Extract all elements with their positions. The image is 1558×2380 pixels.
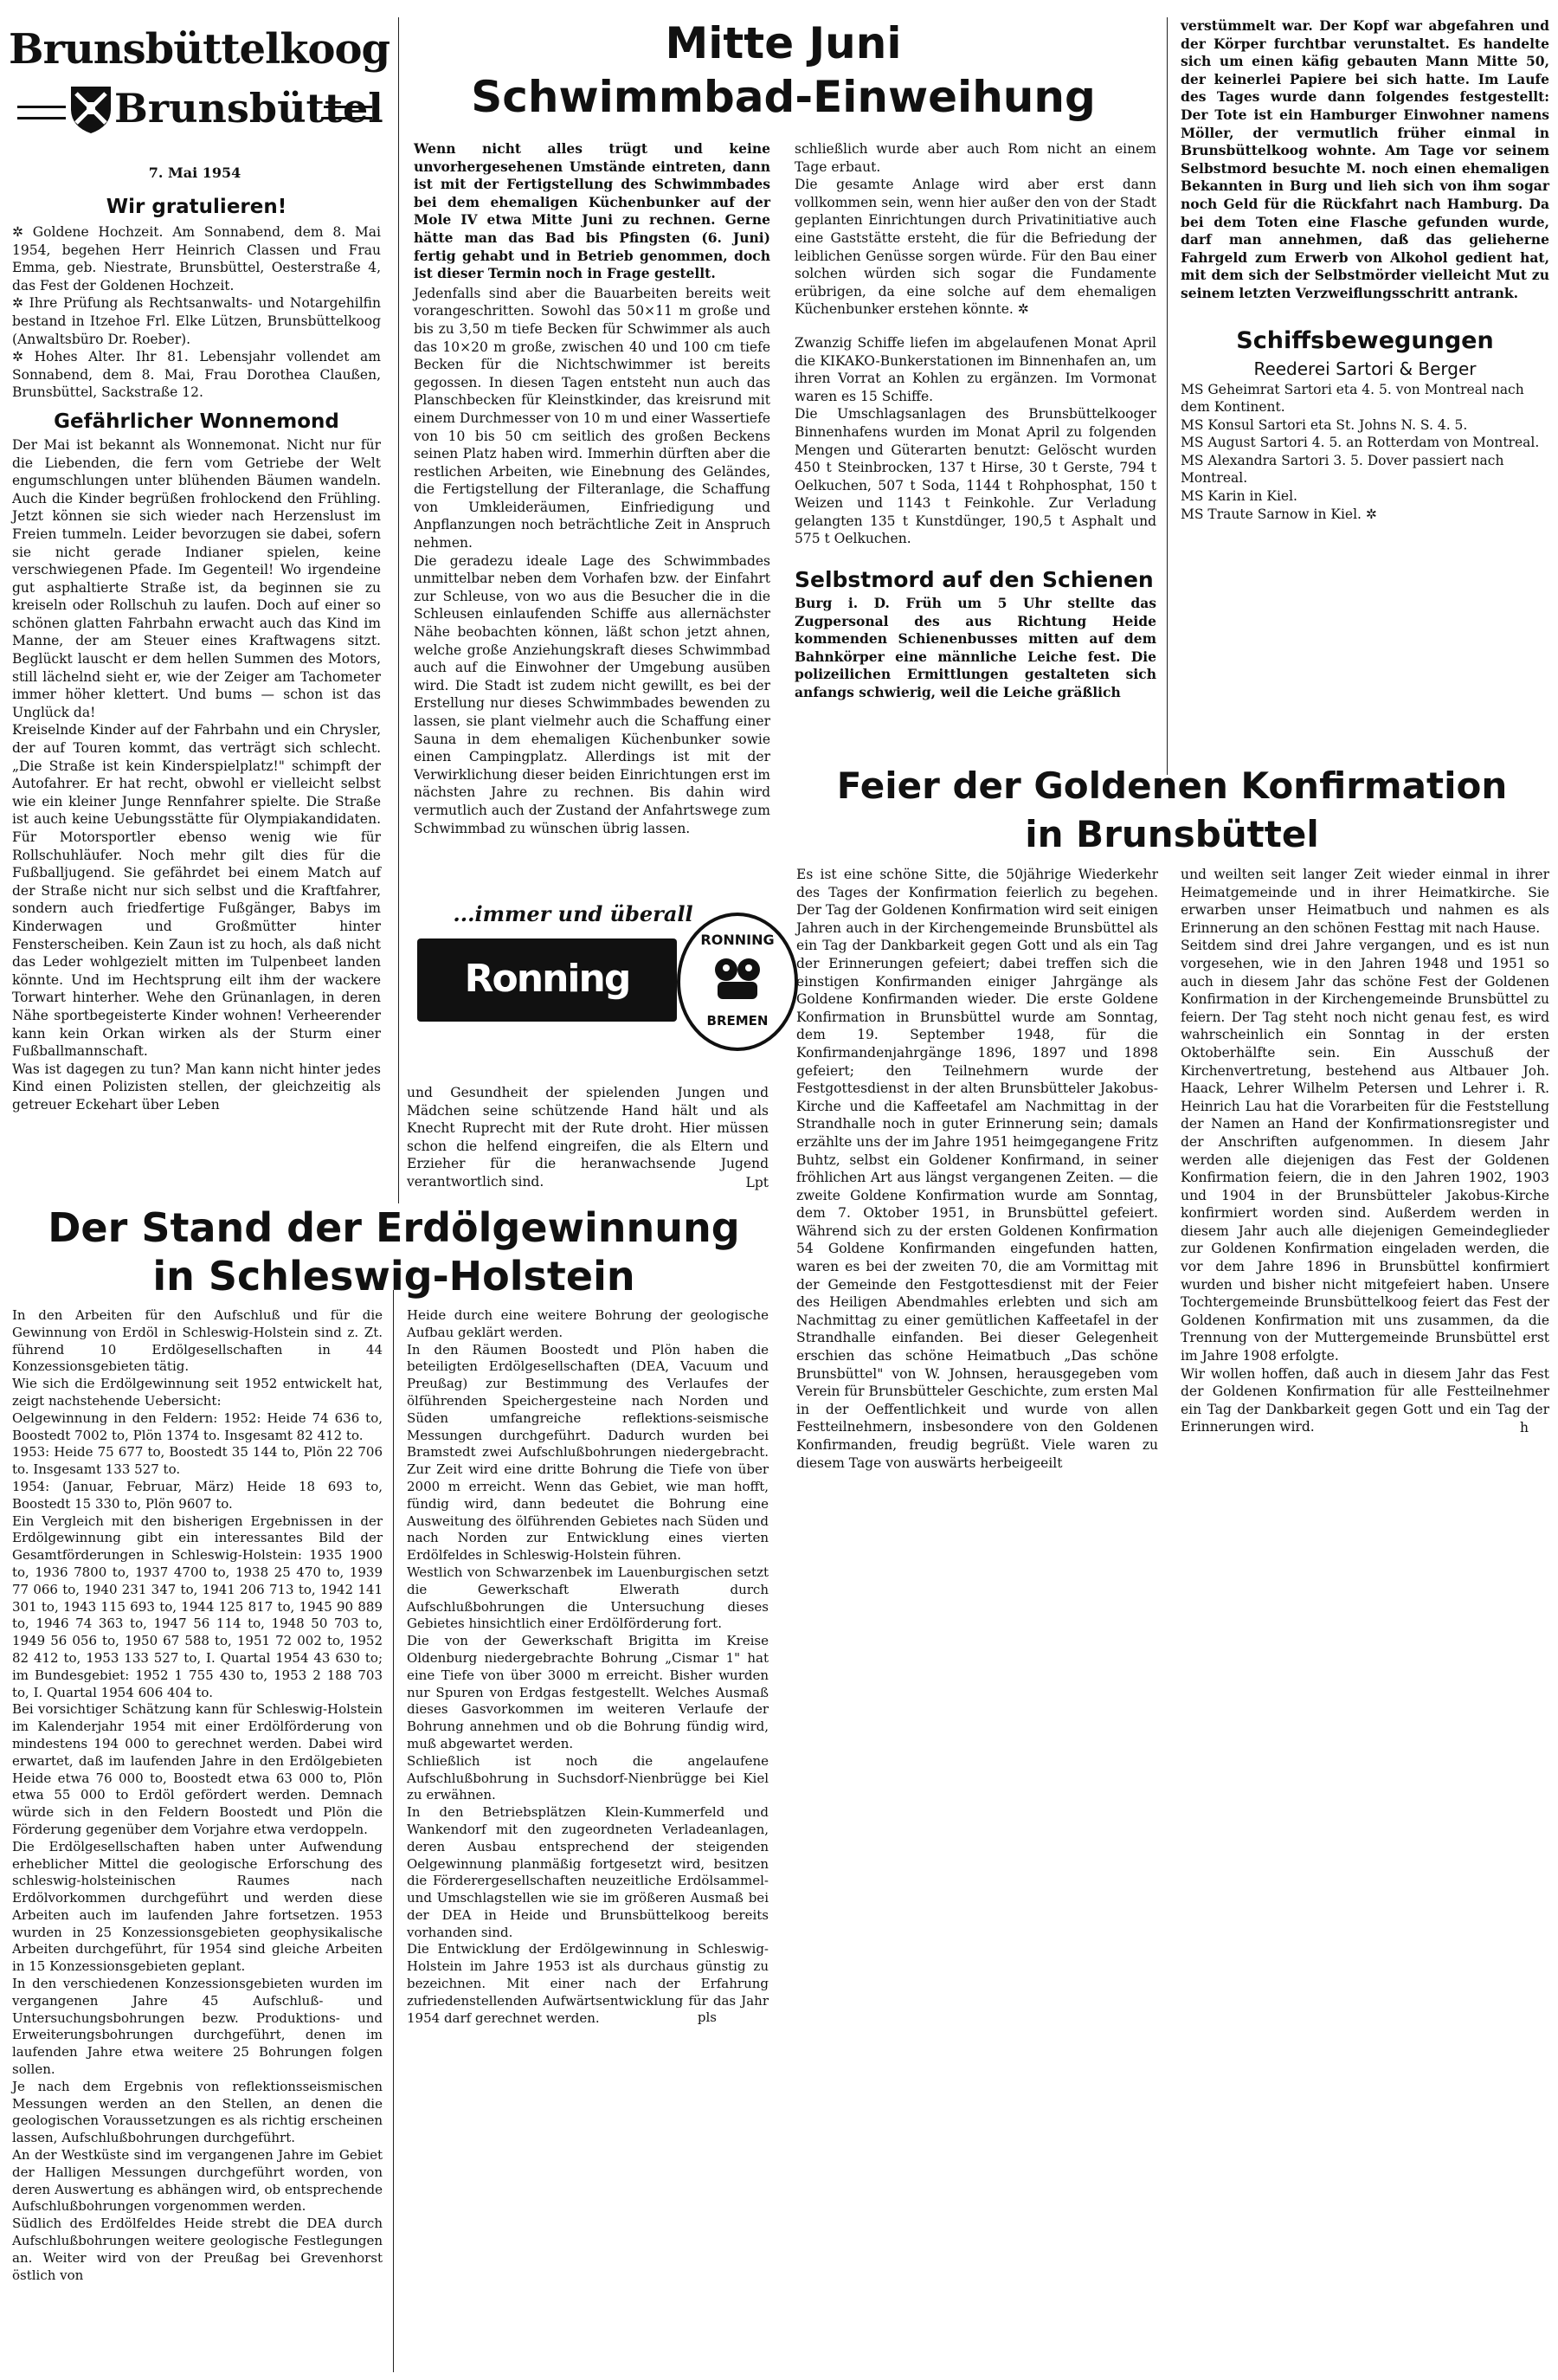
gratulieren-heading: Wir gratulieren!: [106, 196, 287, 218]
masthead-date: 7. Mai 1954: [148, 164, 241, 181]
ad-badge-bottom: BREMEN: [706, 1013, 769, 1029]
list-item: MS August Sartori 4. 5. an Rotterdam von Montreal.: [1181, 435, 1540, 451]
schiffsbewegungen-list: [1181, 381, 1549, 524]
column-rule: [1167, 17, 1168, 775]
schwimmbad-heading-1: Mitte Juni: [665, 18, 902, 68]
ronning-kaffee-ad: [417, 899, 824, 1063]
masthead-ornament-right: [324, 106, 372, 119]
schiffsbewegungen-heading: Schiffsbewegungen: [1236, 326, 1494, 354]
ad-badge: [677, 913, 798, 1051]
schiffe-body: Zwanzig Schiffe liefen im abgelaufenen Monat April die KIKAKO-Bunkerstationen im Binnenhafen an, um ihren Vorrat an Kohlen zu ergänzen. Im Vormonat waren es 15 Schiffe. Die Umschlagsanlagen des Brunsbüttelkooger Binnenhafens wurden im Monat April zu folgenden Mengen und Güterarten benutzt: Gelöscht wurden 450 t Steinbrocken, 137 t Hirse, 30 t Gerste, 794 t Oelkuchen, 507 t Soda, 1144 t Rohphosphat, 150 t Weizen und 1143 t Feinkohle. Zur Verladung gelangten 135 t Kunstdünger, 190,5 t Asphalt und 575 t Oelkuchen.: [795, 334, 1156, 547]
konfirmation-body-1: Es ist eine schöne Sitte, die 50jährige Wiederkehr des Tages der Konfirmation feierlich zu begehen. Der Tag der Goldenen Konfirmation wird seit einigen Jahren auch in der Kirchengemeinde Brunsbüttel als ein Tag der Dankbarkeit gegen Gott und als ein Tag der Erinnerungen gefeiert; dabei treffen sich die einstigen Konfirmanden einiger Jahrgänge als Goldene Konfirmanden wieder. Die erste Goldene Konfirmation in Brunsbüttel wurde am Sonntag, dem 19. September 1948, für die Konfirmandenjahrgänge 1896, 1897 und 1898 gefeiert; den Teilnehmern wurde der Festgottesdienst in der alten Brunsbütteler Jakobus-Kirche und die Kaffeetafel am Nachmittag in der Strandhalle noch in guter Erinnerung sein; damals erzählte uns der im Jahre 1951 heimgegangene Fritz Buhtz, selbst ein Goldener Konfirmand, in seiner fröhlichen Art aus längst vergangenen Zeiten. — die zweite Goldene Konfirmation wurde am Sonntag, dem 7. Oktober 1951, in Brunsbüttel gefeiert. Während sich zu der ersten Goldenen Konfirmation 54 Goldene Konfirmanden eingefunden hatten, waren es bei der zweiten 70, die am Vormittag mit der Gemeinde den Festgottesdienst mit der Feier des Heiligen Abendmahles erlebten und sich am Nachmittag zu einer gemütlichen Kaffeetafel in der Strandhalle einfanden. Bei dieser Gelegenheit erschien das schöne Heimatbuch „Das schöne Brunsbüttel" von W. Johnsen, herausgegeben vom Verein für Brunsbütteler Geschichte, zum ersten Mal in der Oeffentlichkeit und wurde von allen Festteilnehmern, insbesondere von den Goldenen Konfirmanden, freudig begrüßt. Viele waren zu diesem Tage von auswärts herbeigeeilt: [796, 867, 1158, 1471]
konfirmation-heading-2: in Brunsbüttel: [1025, 813, 1319, 855]
schwimmbad-body-1: Jedenfalls sind aber die Bauarbeiten bereits weit vorangeschritten. Sowohl das 50×11 m große und bis zu 3,50 m tiefe Becken für Schwimmer als auch das 10×20 m große, zwischen 40 und 100 cm tiefe Becken für die Nichtschwimmer ist bereits gegossen. In diesen Tagen entsteht nun auch das Planschbecken für Kleinstkinder, das kreisrund mit einem Durchmesser von 10 m und einer Wassertiefe von 10 bis 50 cm seitlich des großen Beckens seinen Platz haben wird. Immerhin dürften aber die restlichen Arbeiten, wie Einebnung des Geländes, die Fertigstellung der Filteranlage, die Schaffung von Umkleideräumen, Einfriedigung und Anpflanzungen noch beträchtliche Zeit in Anspruch nehmen. Die geradezu ideale Lage des Schwimmbades unmittelbar neben dem Vorhafen bzw. der Einfahrt zur Schleuse, von wo aus die Besucher die in die Schleusen einlaufenden Schiffe aus allernächster Nähe beobachten können, läßt schon jetzt ahnen, welche große Anziehungskraft dieses Schwimmbad auch auf die Einwohner der Umgebung ausüben wird. Die Stadt ist zudem nicht gewillt, es bei der Erstellung nur dieses Schwimmbades bewenden zu lassen, sie plant vielmehr auch die Schaffung einer Sauna in dem ehemaligen Küchenbunker sowie einen Campingplatz. Allerdings ist mit der Verwirklichung dieser beiden Einrichtungen erst im nächsten Jahre zu rechnen. Bis dahin wird vermutlich auch der Zustand der Anfahrtswege zum Schwimmbad zu wünschen übrig lassen.: [414, 285, 770, 836]
column-rule: [393, 1290, 394, 2372]
masthead-title-brunsbuettel: Brunsbüttel: [114, 85, 383, 132]
list-item: MS Konsul Sartori eta St. Johns N. S. 4. 5.: [1181, 416, 1468, 433]
wonnemond-sign: Lpt: [745, 1174, 769, 1190]
masthead-row: [17, 83, 383, 137]
coat-of-arms-icon: [68, 83, 114, 135]
wonnemond-heading: Gefährlicher Wonnemond: [54, 410, 339, 433]
wonnemond-continuation: und Gesundheit der spielenden Jungen und Mädchen seine schützende Hand hält und als Knecht Ruprecht mit der Rute droht. Hier müssen schon die helfend eingreifen, die als Eltern und Erzieher für die heranwachsende Jugend verantwortlich sind.: [407, 1085, 769, 1190]
konfirmation-heading-1: Feier der Goldenen Konfirmation: [836, 764, 1508, 807]
ad-brand: Ronning Kaffee: [464, 957, 630, 1061]
list-item: MS Karin in Kiel.: [1181, 488, 1297, 505]
erdoel-heading-1: Der Stand der Erdölgewinnung: [48, 1204, 740, 1251]
list-item: MS Traute Sarnow in Kiel. ✲: [1181, 506, 1377, 522]
schwimmbad-body-2: schließlich wurde aber auch Rom nicht an einem Tage erbaut. Die gesamte Anlage wird aber erst dann vollkommen sein, wenn hier außer den von der Stadt geplanten Einrichtungen durch Privatinitiative auch eine Gaststätte ersteht, die für die Befriedung der leiblichen Genüsse sorgen würde. Für den Bau einer solchen würden sich sogar die Fundamente erübrigen, da eine solche auf dem ehemaligen Küchenbunker erstehen könnte. ✲: [795, 141, 1156, 318]
schwimmbad-heading-2: Schwimmbad-Einweihung: [471, 72, 1096, 122]
erdoel-body-1: In den Arbeiten für den Aufschluß und für die Gewinnung von Erdöl in Schleswig-Holstein sind z. Zt. führend 10 Erdölgesellschaften in 44 Konzessionsgebieten tätig. Wie sich die Erdölgewinnung seit 1952 entwickelt hat, zeigt nachstehende Uebersicht: Oelgewinnung in den Feldern: 1952: Heide 74 636 to, Boostedt 7002 to, Plön 1374 to. Insgesamt 82 412 to. 1953: Heide 75 677 to, Boostedt 35 144 to, Plön 22 706 to. Insgesamt 133 527 to. 1954: (Januar, Februar, März) Heide 18 693 to, Boostedt 15 330 to, Plön 9607 to. Ein Vergleich mit den bisherigen Ergebnissen in der Erdölgewinnung gibt ein interessantes Bild der Gesamtförderungen in Schleswig-Holstein: 1935 1900 to, 1936 7800 to, 1937 4700 to, 1938 25 470 to, 1939 77 066 to, 1940 231 347 to, 1941 206 713 to, 1942 141 301 to, 1943 115 693 to, 1944 125 817 to, 1945 90 889 to, 1946 74 363 to, 1947 56 114 to, 1948 50 703 to, 1949 56 056 to, 1950 67 588 to, 1951 72 002 to, 1952 82 412 to, 1953 133 527 to, I. Quartal 1954 43 630 to; im Bundesgebiet: 1952 1 755 430 to, 1953 2 188 703 to, I. Quartal 1954 606 404 to. Bei vorsichtiger Schätzung kann für Schleswig-Holstein im Kalenderjahr 1954 mit einer Erdölförderung von mindestens 194 000 to gerechnet werden. Dabei wird erwartet, daß im laufenden Jahre in den Erdölgebieten Heide etwa 76 000 to, Boostedt etwa 63 000 to, Plön etwa 55 000 to Erdöl gefördert werden. Demnach würde sich in den Feldern Boostedt und Plön die Förderung gegenüber dem Vorjahre etwa verdoppeln. Die Erdölgesellschaften haben unter Aufwendung erheblicher Mittel die geologische Erforschung des schleswig-holsteinischen Raumes nach Erdölvorkommen durchgeführt und werden diese Arbeiten auch im laufenden Jahre fortsetzen. 1953 wurden in 25 Konzessionsgebieten geophysikalische Arbeiten durchgeführt, für 1954 sind gleiche Arbeiten in 15 Konzessionsgebieten geplant. In den verschiedenen Konzessionsgebieten wurden im vergangenen Jahre 45 Aufschluß- und Untersuchungsbohrungen bezw. Produktions- und Erweiterungsbohrungen durchgeführt, denen im laufenden Jahre etwa weitere 25 Bohrungen folgen sollen. Je nach dem Ergebnis von reflektionsseismischen Messungen werden an den Stellen, an denen die geologischen Voraussetzungen es als richtig erscheinen lassen, Aufschlußbohrungen durchgeführt. An der Westküste sind im vergangenen Jahre im Gebiet der Halligen Messungen durchgeführt worden, von deren Auswertung es abhängen wird, ob entsprechende Aufschlußbohrungen vorgenommen werden. Südlich des Erdölfeldes Heide strebt die DEA durch Aufschlußbohrungen weitere geologische Festlegungen an. Weiter wird von der Preußag bei Grevenhorst östlich von: [12, 1307, 383, 2283]
konfirmation-body-2: und weilten seit langer Zeit wieder einmal in ihrer Heimatgemeinde und in ihrer Heimatkirche. Sie erwarben unser Heimatbuch und nahmen es als Erinnerung an den schönen Festtag mit nach Hause. Seitdem sind drei Jahre vergangen, und es ist nun vorgesehen, wie in den Jahren 1948 und 1951 so auch in diesem Jahr das schöne Fest der Goldenen Konfirmation in der Kirchengemeinde Brunsbüttel zu feiern. Der Tag steht noch nicht genau fest, es wird wahrscheinlich ein Sonntag in der ersten Oktoberhälfte sein. Ein Ausschuß der Kirchenvertretung, bestehend aus Altbauer Joh. Haack, Lehrer Wilhelm Petersen und Lehrer i. R. Heinrich Lau hat die Vorarbeiten für die Feststellung der Namen an Hand der Konfirmationsregister und der Anschriften aufgenommen. In diesem Jahr werden alle diejenigen das Fest der Goldenen Konfirmation feiern, die in den Jahren 1902, 1903 und 1904 in der Brunsbütteler Jakobus-Kirche konfirmiert worden sind. Außerdem werden in diesem Jahr auch alle diejenigen Gemeindeglieder zur Goldenen Konfirmation eingeladen werden, die vor dem Jahre 1896 in Brunsbüttel konfirmiert wurden und bisher nicht mitgefeiert haben. Unsere Tochtergemeinde Brunsbüttelkoog feiert das Fest der Goldenen Konfirmation mit uns zusammen, da die Trennung von der Muttergemeinde Brunsbüttel erst im Jahre 1908 erfolgte. Wir wollen hoffen, daß auch in diesem Jahr das Fest der Goldenen Konfirmation für alle Festteilnehmer ein Tag der Dankbarkeit gegen Gott und ein Tag der Erinnerungen wird.: [1181, 867, 1549, 1435]
list-item: MS Alexandra Sartori 3. 5. Dover passiert nach Montreal.: [1181, 452, 1504, 487]
selbstmord-body: Burg i. D. Früh um 5 Uhr stellte das Zugpersonal des aus Richtung Heide kommenden Schienenbusses mitten auf dem Bahnkörper eine männliche Leiche fest. Die polizeilichen Ermittlungen gestalteten sich anfangs schwierig, weil die Leiche gräßlich: [795, 595, 1156, 701]
masthead-title-brunsbuettelkoog: Brunsbüttelkoog: [9, 25, 390, 74]
list-item: MS Geheimrat Sartori eta 4. 5. von Montreal nach dem Kontinent.: [1181, 381, 1524, 416]
column-rule: [398, 17, 399, 1203]
ad-tagline: ...immer und überall: [453, 901, 693, 926]
gratulieren-body: ✲ Goldene Hochzeit. Am Sonnabend, dem 8. Mai 1954, begehen Herr Heinrich Classen und Frau Emma, geb. Niestrate, Brunsbüttel, Oesterstraße 4, das Fest der Goldenen Hochzeit. ✲ Ihre Prüfung als Rechtsanwalts- und Notargehilfin bestand in Itzehoe Frl. Elke Lützen, Brunsbüttelkoog (Anwaltsbüro Dr. Roeber). ✲ Hohes Alter. Ihr 81. Lebensjahr vollendet am Sonnabend, dem 8. Mai, Frau Dorothea Claußen, Brunsbüttel, Sackstraße 12.: [12, 224, 381, 401]
wonnemond-body: Der Mai ist bekannt als Wonnemonat. Nicht nur für die Liebenden, die fern vom Getriebe der Welt engumschlungen unter blühenden Bäumen wandeln. Auch die Kinder begrüßen frohlockend den Frühling. Jetzt können sie sich wieder nach Herzenslust im Freien tummeln. Leider bevorzugen sie dabei, sofern sie nicht gerade Indianer spielen, keine verschwiegenen Pfade. Im Gegenteil! Wo irgendeine gut asphaltierte Straße ist, da beginnen sie zu kreiseln oder Rollschuh zu laufen. Doch auf einer so schönen glatten Fahrbahn erwacht auch das Kind im Manne, der am Steuer eines Kraftwagens sitzt. Beglückt lauscht er dem hellen Summen des Motors, still lächelnd sieht er, wie der Zeiger am Tachometer immer höher klettert. Und bums — schon ist das Unglück da! Kreiselnde Kinder auf der Fahrbahn und ein Chrysler, der auf Touren kommt, das verträgt sich schlecht. „Die Straße ist kein Kinderspielplatz!" schimpft der Autofahrer. Er hat recht, obwohl er vielleicht selbst wie ein kleiner Junge Rennfahrer spielte. Die Straße ist auch keine Uebungsstätte für Olympiakandidaten. Für Motorsportler ebenso wenig wie für Rollschuhläufer. Noch mehr gilt dies für die Fußballjugend. Sie gefährdet bei einem Match auf der Straße nicht nur sich selbst und die Kraftfahrer, sondern auch friedfertige Fußgänger, Babys im Kinderwagen und Großmütter hinter Fensterscheiben. Kein Zaun ist zu hoch, als daß nicht das Leder wohlgezielt mitten im Tulpenbeet landen könnte. Und im Hechtsprung eilt ihm der wackere Torwart hinterher. Wehe den Grünanlagen, in deren Nähe sportbegeisterte Kinder wohnen! Verheerender kann kein Orkan wirken als der Sturm einer Fußballmannschaft. Was ist dagegen zu tun? Man kann nicht hinter jedes Kind einen Polizisten stellen, der gleichzeitig als getreuer Eckehart über Leben: [12, 436, 381, 1113]
schiffsbewegungen-subheading: Reederei Sartori & Berger: [1253, 358, 1477, 379]
erdoel-body-2: Heide durch eine weitere Bohrung der geologische Aufbau geklärt werden. In den Räumen Boostedt und Plön haben die beteiligten Erdölgesellschaften (DEA, Vacuum und Preußag) zur Bestimmung des Verlaufes der ölführenden Speichergesteine nach Norden und Süden umfangreiche reflektions-seismische Messungen durchgeführt. Dadurch wurden bei Bramstedt zwei Aufschlußbohrungen niedergebracht. Zur Zeit wird eine dritte Bohrung die Tiefe von über 2000 m erreicht. Wenn das Gebiet, wie man hofft, fündig wird, dann bedeutet die Bohrung eine Ausweitung des ölführenden Gebietes nach Süden und nach Norden zur Entwicklung eines vierten Erdölfeldes in Schleswig-Holstein führen. Westlich von Schwarzenbek im Lauenburgischen setzt die Gewerkschaft Elwerath durch Aufschlußbohrungen die Untersuchung dieses Gebietes hinsichtlich einer Erdölförderung fort. Die von der Gewerkschaft Brigitta im Kreise Oldenburg niedergebrachte Bohrung „Cismar 1" hat eine Tiefe von über 3000 m erreicht. Bisher wurden nur Spuren von Erdgas festgestellt. Welches Ausmaß dieses Gasvorkommen im weiteren Verlaufe der Bohrung annehmen und ob die Bohrung fündig wird, muß abgewartet werden. Schließlich ist noch die angelaufene Aufschlußbohrung in Suchsdorf-Nienbrügge bei Kiel zu erwähnen. In den Betriebsplätzen Klein-Kummerfeld und Wankendorf mit den zugeordneten Verladeanlagen, deren Ausbau entsprechend der steigenden Oelgewinnung planmäßig fortgesetzt wird, besitzen die Förderergesellschaften neuzeitliche Erdölsammel- und Umschlagstellen wie sie im größeren Ausmaß bei der DEA in Heide und Brunsbüttelkoog bereits vorhanden sind. Die Entwicklung der Erdölgewinnung in Schleswig-Holstein im Jahre 1953 ist als durchaus günstig zu bezeichnen. Mit einer nach der Erfahrung zufriedenstellenden Aufwärtsentwicklung für das Jahr 1954 darf gerechnet werden.: [407, 1307, 769, 2026]
coffee-cup-icon: [707, 954, 768, 1003]
schwimmbad-lead: Wenn nicht alles trügt und keine unvorhergesehenen Umstände eintreten, dann ist mit der Fertigstellung des Schwimmbades bei dem ehemaligen Küchenbunker auf der Mole IV etwa Mitte Juni zu rechnen. Gerne hätte man das Bad bis Pfingsten (6. Juni) fertig gehabt und in Betrieb genommen, doch ist dieser Termin noch in Frage gestellt.: [414, 140, 770, 282]
erdoel-heading-2: in Schleswig-Holstein: [152, 1253, 635, 1300]
erdoel-sign: pls: [697, 2009, 717, 2026]
ad-badge-top: RONNING: [700, 932, 775, 948]
masthead-ornament-left: [17, 106, 66, 119]
selbstmord-heading: Selbstmord auf den Schienen: [795, 567, 1154, 593]
konfirmation-sign: h: [1520, 1420, 1529, 1435]
selbstmord-continuation: verstümmelt war. Der Kopf war abgefahren und der Körper furchtbar verunstaltet. Es handelte sich um einen käfig gebauten Mann Mitte 50, der keinerlei Papiere bei sich hatte. Im Laufe des Tages wurde dann folgendes festgestellt: Der Tote ist ein Hamburger Einwohner namens Möller, der vermutlich früher einmal in Brunsbüttelkoog wohnte. Am Tage vor seinem Selbstmord besuchte M. noch einen ehemaligen Bekannten in Burg und lieh sich von ihm sogar noch Geld für die Rückfahrt nach Hamburg. Da bei dem Toten eine Flasche gefunden wurde, darf man annehmen, daß das gelieherne Fahrgeld zum Erwerb von Alkohol gedient hat, mit dem sich der Selbstmörder vielleicht Mut zu seinem letzten Verzweiflungsschritt antrank.: [1181, 17, 1549, 301]
masthead: [9, 24, 390, 145]
